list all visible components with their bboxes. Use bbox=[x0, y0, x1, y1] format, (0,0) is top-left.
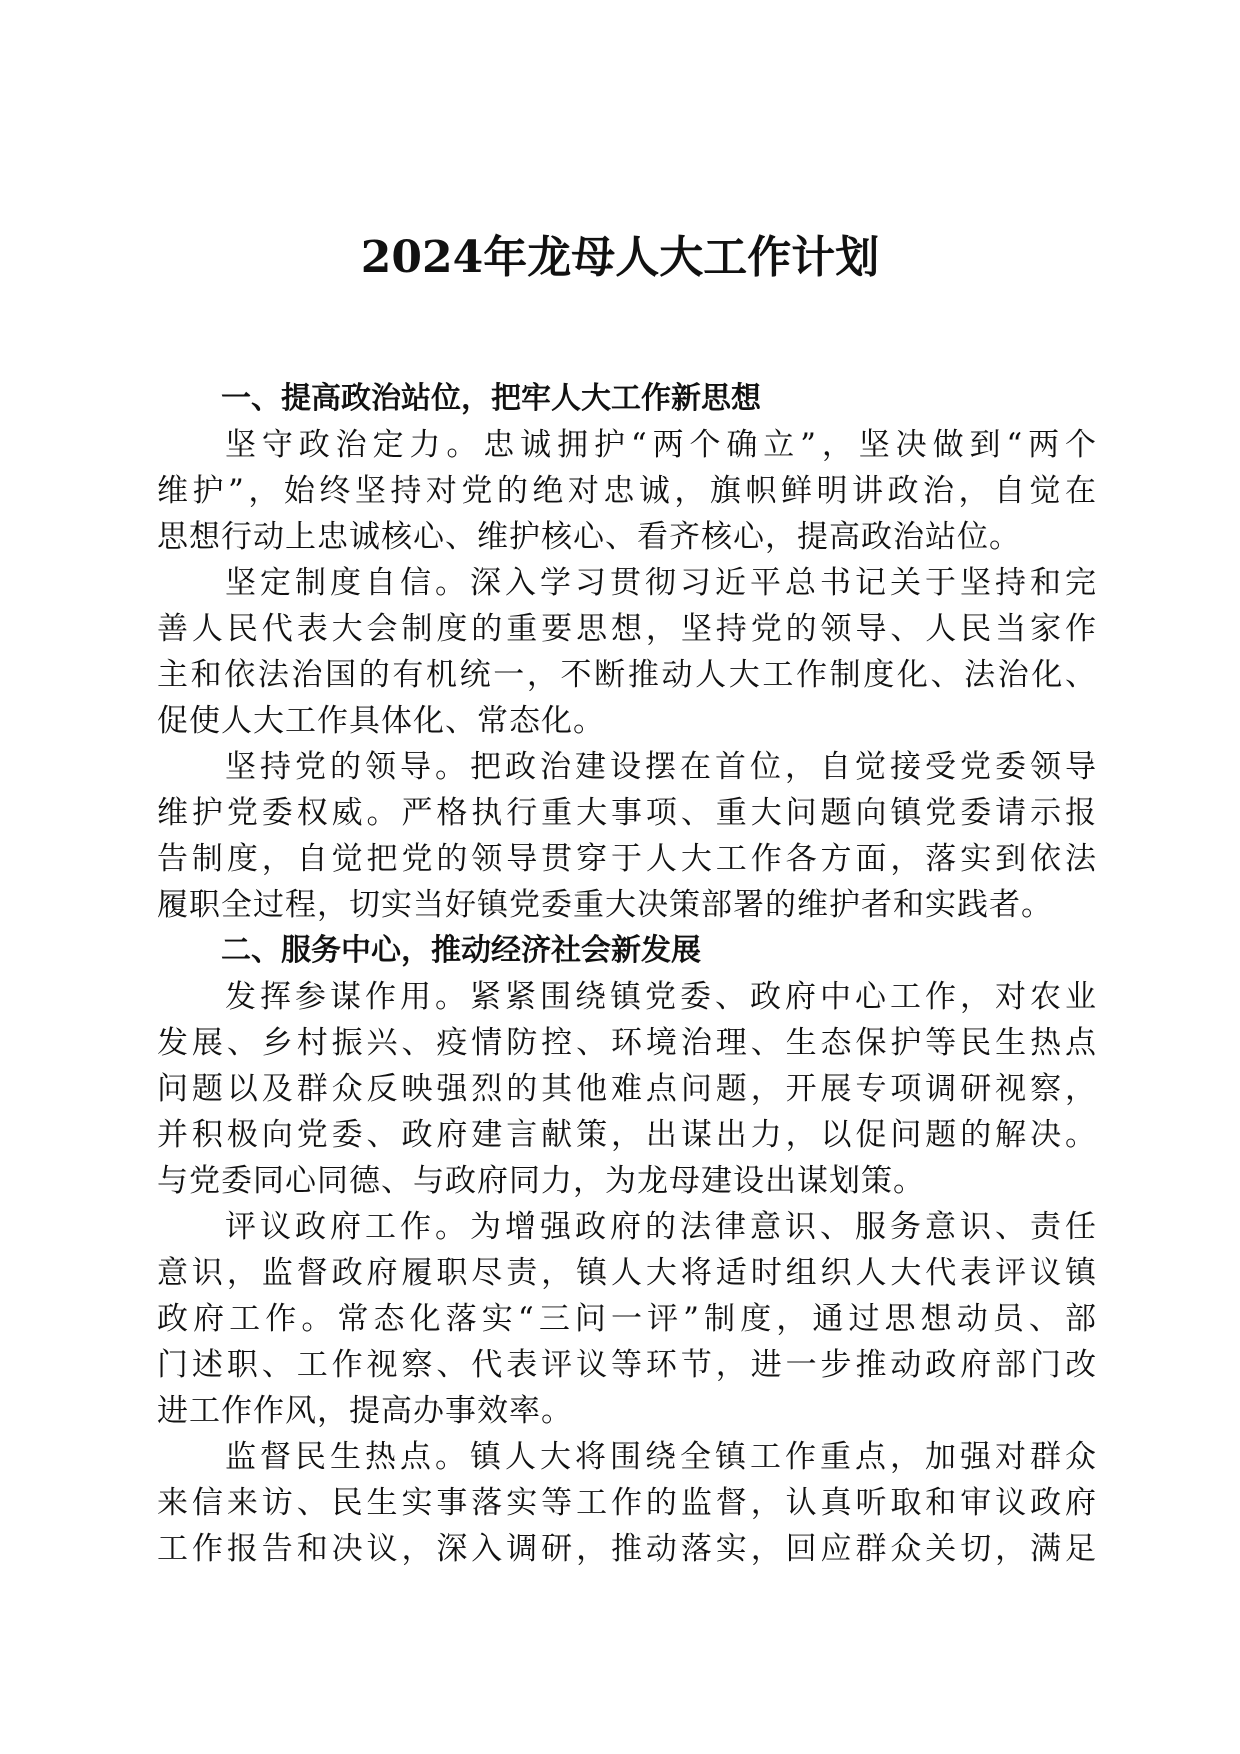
paragraph-line: 评议政府工作。为增强政府的法律意识、服务意识、责任 bbox=[225, 1209, 1097, 1245]
paragraph-line: 意识，监督政府履职尽责，镇人大将适时组织人大代表评议镇 bbox=[157, 1255, 1097, 1291]
paragraph-line: 监督民生热点。镇人大将围绕全镇工作重点，加强对群众 bbox=[225, 1439, 1097, 1475]
paragraph-line: 门述职、工作视察、代表评议等环节，进一步推动政府部门改 bbox=[157, 1347, 1097, 1383]
paragraph-line: 进工作作风，提高办事效率。 bbox=[157, 1393, 573, 1429]
paragraph-line: 坚定制度自信。深入学习贯彻习近平总书记关于坚持和完 bbox=[225, 565, 1097, 601]
paragraph bbox=[157, 560, 1097, 744]
paragraph-line: 来信来访、民生实事落实等工作的监督，认真听取和审议政府 bbox=[157, 1485, 1097, 1521]
paragraph-line: 发展、乡村振兴、疫情防控、环境治理、生态保护等民生热点 bbox=[157, 1025, 1097, 1061]
paragraph-line: 坚持党的领导。把政治建设摆在首位，自觉接受党委领导 bbox=[225, 749, 1097, 785]
paragraph-line: 并积极向党委、政府建言献策，出谋出力，以促问题的解决。 bbox=[157, 1117, 1097, 1153]
paragraph-line: 履职全过程，切实当好镇党委重大决策部署的维护者和实践者。 bbox=[157, 887, 1053, 923]
paragraph bbox=[157, 1204, 1097, 1434]
paragraph-line: 主和依法治国的有机统一，不断推动人大工作制度化、法治化、 bbox=[157, 657, 1097, 693]
paragraph-line: 问题以及群众反映强烈的其他难点问题，开展专项调研视察， bbox=[157, 1071, 1097, 1107]
paragraph bbox=[157, 974, 1097, 1204]
paragraph-line: 政府工作。常态化落实“三问一评”制度，通过思想动员、部 bbox=[157, 1301, 1097, 1337]
paragraph-line: 坚守政治定力。忠诚拥护“两个确立”，坚决做到“两个 bbox=[225, 427, 1097, 463]
paragraph bbox=[157, 1434, 1097, 1572]
paragraph-line: 思想行动上忠诚核心、维护核心、看齐核心，提高政治站位。 bbox=[157, 519, 1021, 555]
section-heading: 一、提高政治站位，把牢人大工作新思想 bbox=[221, 381, 761, 416]
paragraph-line: 维护”，始终坚持对党的绝对忠诚，旗帜鲜明讲政治，自觉在 bbox=[157, 473, 1097, 509]
paragraph-line: 与党委同心同德、与政府同力，为龙母建设出谋划策。 bbox=[157, 1163, 925, 1199]
paragraph-line: 发挥参谋作用。紧紧围绕镇党委、政府中心工作，对农业 bbox=[225, 979, 1097, 1015]
document-title: 2024年龙母人大工作计划 bbox=[360, 232, 880, 283]
section-heading: 二、服务中心，推动经济社会新发展 bbox=[221, 933, 701, 968]
paragraph bbox=[157, 422, 1097, 560]
paragraph-line: 告制度，自觉把党的领导贯穿于人大工作各方面，落实到依法 bbox=[157, 841, 1097, 877]
paragraph-line: 善人民代表大会制度的重要思想，坚持党的领导、人民当家作 bbox=[157, 611, 1097, 647]
paragraph-line: 促使人大工作具体化、常态化。 bbox=[157, 703, 605, 739]
paragraph-line: 维护党委权威。严格执行重大事项、重大问题向镇党委请示报 bbox=[157, 795, 1097, 831]
document-body bbox=[157, 376, 1097, 1572]
paragraph bbox=[157, 744, 1097, 928]
paragraph-line: 工作报告和决议，深入调研，推动落实，回应群众关切，满足 bbox=[157, 1531, 1097, 1567]
